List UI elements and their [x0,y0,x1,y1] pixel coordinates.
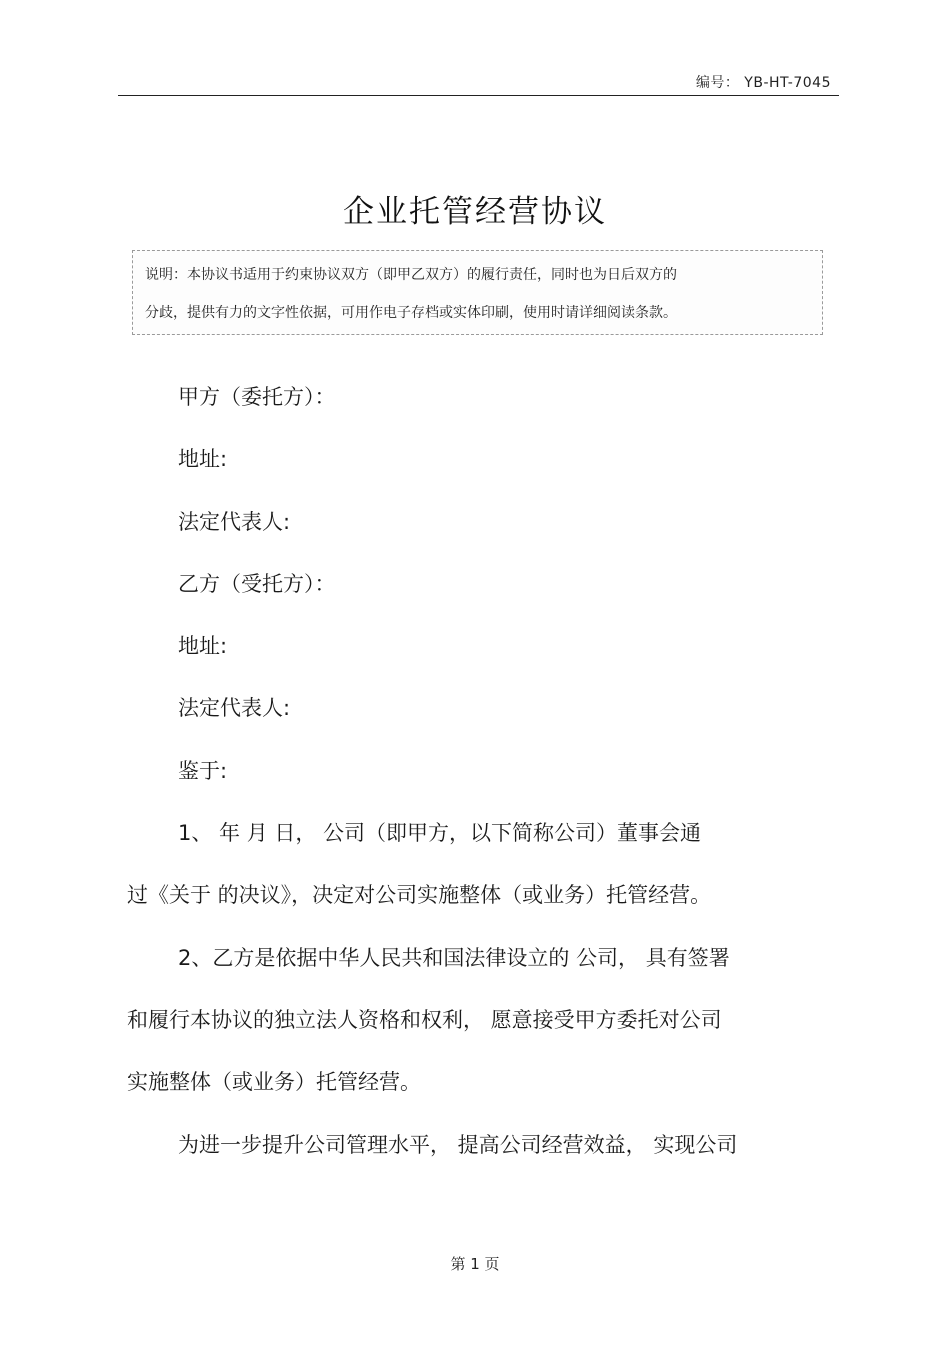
document-number: 编号： YB-HT-7045 [695,75,831,91]
note-line-2: 分歧，提供有力的文字性依据，可用作电子存档或实体印刷，使用时请详细阅读条款。 [145,305,677,321]
party-b-representative: 法定代表人: [178,696,291,720]
party-a-address: 地址: [178,447,228,471]
whereas-heading: 鉴于: [178,759,228,783]
clause-2-line-1: 2、乙方是依据中华人民共和国法律设立的 公司， 具有签署 [178,946,730,970]
note-line-1: 说明：本协议书适用于约束协议双方（即甲乙双方）的履行责任，同时也为日后双方的 [145,267,677,283]
clause-2-line-2: 和履行本协议的独立法人资格和权利， 愿意接受甲方委托对公司 [127,1008,722,1032]
header-divider [118,95,839,96]
party-a-representative: 法定代表人: [178,510,291,534]
party-a-label: 甲方（委托方）： [178,385,336,409]
party-b-label: 乙方（受托方）： [178,572,336,596]
page-number: 第 1 页 [450,1255,500,1273]
page-title: 企业托管经营协议 [343,194,607,230]
instruction-note-box [132,250,823,335]
clause-1-line-1: 1、 年 月 日， 公司（即甲方，以下简称公司）董事会通 [178,821,702,845]
party-b-address: 地址: [178,634,228,658]
purpose-paragraph-line-1: 为进一步提升公司管理水平， 提高公司经营效益， 实现公司 [178,1133,738,1157]
clause-2-line-3: 实施整体（或业务）托管经营。 [127,1070,421,1094]
clause-1-line-2: 过《关于 的决议》，决定对公司实施整体（或业务）托管经营。 [127,883,712,907]
